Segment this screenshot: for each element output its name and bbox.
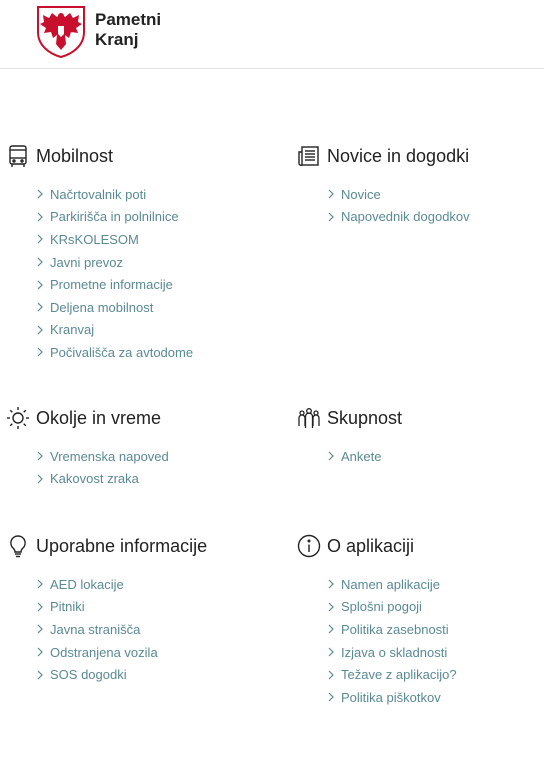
- chevron-right-icon: [36, 212, 44, 222]
- people-icon: [297, 406, 321, 430]
- link-label: Politika zasebnosti: [341, 621, 449, 637]
- lightbulb-icon: [6, 534, 30, 558]
- app-header: [0, 0, 544, 69]
- section-header: [297, 405, 544, 431]
- link-label: Parkirišča in polnilnice: [50, 209, 179, 225]
- section-header: [6, 533, 256, 559]
- link-list: [297, 445, 544, 468]
- link-ankete[interactable]: [327, 445, 544, 468]
- chevron-right-icon: [36, 474, 44, 484]
- link-napovednik-dogodkov[interactable]: [327, 206, 544, 229]
- section-header: [297, 143, 544, 169]
- chevron-right-icon: [36, 325, 44, 335]
- info-icon: [297, 534, 321, 558]
- link-politika-piskotkov[interactable]: [327, 686, 544, 709]
- section-header: [6, 405, 256, 431]
- chevron-right-icon: [36, 280, 44, 290]
- chevron-right-icon: [36, 347, 44, 357]
- chevron-right-icon: [327, 602, 335, 612]
- link-parkirisca[interactable]: [36, 206, 256, 229]
- link-label: Javni prevoz: [50, 254, 123, 270]
- chevron-right-icon: [36, 624, 44, 634]
- link-label: Pitniki: [50, 599, 85, 615]
- link-label: Politika piškotkov: [341, 689, 441, 705]
- link-javni-prevoz[interactable]: [36, 251, 256, 274]
- link-list: [6, 445, 256, 490]
- chevron-right-icon: [327, 212, 335, 222]
- link-splosni-pogoji[interactable]: [327, 596, 544, 619]
- link-label: Napovednik dogodkov: [341, 209, 470, 225]
- section-title: Uporabne informacije: [36, 535, 208, 556]
- link-label: Novice: [341, 186, 381, 202]
- section-title: O aplikaciji: [327, 535, 415, 556]
- link-kakovost-zraka[interactable]: [36, 468, 256, 491]
- link-label: Prometne informacije: [50, 277, 173, 293]
- chevron-right-icon: [36, 189, 44, 199]
- link-label: Izjava o skladnosti: [341, 644, 448, 660]
- link-politika-zasebnosti[interactable]: [327, 618, 544, 641]
- link-label: Splošni pogoji: [341, 599, 422, 615]
- sun-icon: [6, 406, 30, 430]
- section-uporabne-informacije: [6, 533, 256, 686]
- link-namen-aplikacije[interactable]: [327, 573, 544, 596]
- section-mobilnost: [6, 143, 256, 364]
- link-krskolesom[interactable]: [36, 228, 256, 251]
- link-vremenska-napoved[interactable]: [36, 445, 256, 468]
- link-pitniki[interactable]: [36, 596, 256, 619]
- link-list: [297, 573, 544, 709]
- brand-line-1: Pametni: [95, 10, 162, 29]
- link-label: Počivališča za avtodome: [50, 344, 194, 360]
- link-list: [6, 573, 256, 686]
- kranj-coat-of-arms-icon[interactable]: [34, 4, 88, 58]
- bus-icon: [6, 144, 30, 168]
- section-o-aplikaciji: [297, 533, 544, 709]
- link-pocivalisca[interactable]: [36, 341, 256, 364]
- section-okolje: [6, 405, 256, 490]
- section-skupnost: [297, 405, 544, 468]
- chevron-right-icon: [36, 579, 44, 589]
- section-header: [6, 143, 256, 169]
- link-label: AED lokacije: [50, 576, 124, 592]
- brand-name[interactable]: [95, 10, 161, 50]
- link-label: SOS dogodki: [50, 667, 127, 683]
- chevron-right-icon: [36, 670, 44, 680]
- link-novice[interactable]: [327, 183, 544, 206]
- section-title: Skupnost: [327, 407, 403, 428]
- chevron-right-icon: [327, 579, 335, 589]
- link-list: [6, 183, 256, 364]
- section-title: Mobilnost: [36, 145, 114, 166]
- link-label: Težave z aplikacijo?: [341, 667, 457, 683]
- section-header: [297, 533, 544, 559]
- link-javna-stranisca[interactable]: [36, 618, 256, 641]
- link-odstranjena-vozila[interactable]: [36, 641, 256, 664]
- link-prometne-informacije[interactable]: [36, 273, 256, 296]
- link-label: Odstranjena vozila: [50, 644, 158, 660]
- chevron-right-icon: [36, 647, 44, 657]
- link-label: Deljena mobilnost: [50, 299, 154, 315]
- link-tezave-z-aplikacijo[interactable]: [327, 663, 544, 686]
- section-title: Okolje in vreme: [36, 407, 162, 428]
- chevron-right-icon: [327, 189, 335, 199]
- chevron-right-icon: [36, 234, 44, 244]
- chevron-right-icon: [36, 257, 44, 267]
- newspaper-icon: [297, 144, 321, 168]
- link-label: Ankete: [341, 448, 382, 464]
- link-label: Javna stranišča: [50, 621, 141, 637]
- link-label: Načrtovalnik poti: [50, 186, 147, 202]
- link-nacrtovalnik-poti[interactable]: [36, 183, 256, 206]
- chevron-right-icon: [327, 670, 335, 680]
- chevron-right-icon: [36, 602, 44, 612]
- section-title: Novice in dogodki: [327, 145, 470, 166]
- brand-line-2: Kranj: [95, 30, 139, 49]
- chevron-right-icon: [327, 451, 335, 461]
- chevron-right-icon: [327, 647, 335, 657]
- link-deljena-mobilnost[interactable]: [36, 296, 256, 319]
- link-label: Kakovost zraka: [50, 471, 139, 487]
- section-novice: [297, 143, 544, 228]
- link-aed-lokacije[interactable]: [36, 573, 256, 596]
- chevron-right-icon: [36, 302, 44, 312]
- link-label: Vremenska napoved: [50, 448, 169, 464]
- link-list: [297, 183, 544, 228]
- link-kranvaj[interactable]: [36, 319, 256, 342]
- chevron-right-icon: [327, 692, 335, 702]
- link-label: KRsKOLESOM: [50, 231, 139, 247]
- link-label: Namen aplikacije: [341, 576, 440, 592]
- link-izjava-o-skladnosti[interactable]: [327, 641, 544, 664]
- link-label: Kranvaj: [50, 322, 95, 338]
- chevron-right-icon: [327, 624, 335, 634]
- chevron-right-icon: [36, 451, 44, 461]
- link-sos-dogodki[interactable]: [36, 663, 256, 686]
